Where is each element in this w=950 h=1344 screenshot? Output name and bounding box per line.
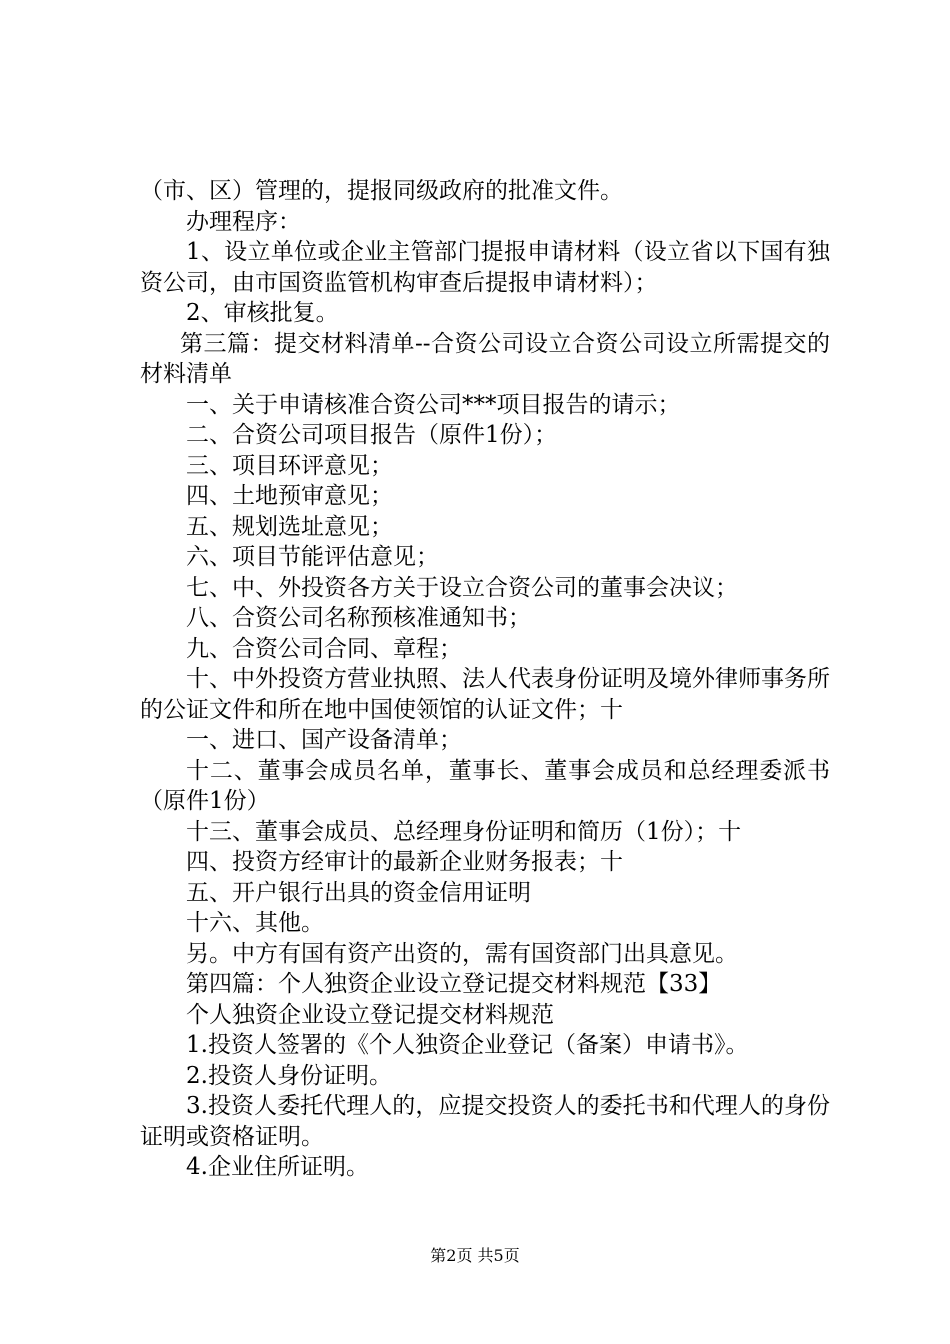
paragraph-line: 个人独资企业设立登记提交材料规范 bbox=[186, 1001, 554, 1028]
list-item: 三、项目环评意见； bbox=[186, 452, 393, 479]
list-item: 1.投资人签署的《个人独资企业登记（备案）申请书》。 bbox=[186, 1032, 749, 1058]
section-heading-third: 第三篇：提交材料清单--合资公司设立合资公司设立所需提交的材料清单 bbox=[140, 330, 830, 387]
list-item: 4.企业住所证明。 bbox=[186, 1154, 369, 1180]
list-item: 一、进口、国产设备清单； bbox=[186, 727, 462, 753]
page-footer bbox=[0, 1246, 950, 1266]
list-item: 十六、其他。 bbox=[186, 910, 324, 936]
list-item: 二、合资公司项目报告（原件1份）； bbox=[186, 422, 558, 448]
section-heading-fourth: 第四篇：个人独资企业设立登记提交材料规范【33】 bbox=[186, 971, 722, 997]
list-item: 六、项目节能评估意见； bbox=[186, 544, 439, 570]
paragraph-line: 2、审核批复。 bbox=[186, 300, 339, 326]
list-item: 七、中、外投资各方关于设立合资公司的董事会决议； bbox=[186, 574, 738, 601]
list-item: 四、投资方经审计的最新企业财务报表；十 bbox=[186, 849, 623, 875]
list-item: 十二、董事会成员名单，董事长、董事会成员和总经理委派书（原件1份） bbox=[140, 757, 830, 814]
list-item: 3.投资人委托代理人的，应提交投资人的委托书和代理人的身份证明或资格证明。 bbox=[140, 1093, 830, 1150]
page-indicator: 第2页 共5页 bbox=[430, 1246, 520, 1265]
list-item: 一、关于申请核准合资公司***项目报告的请示； bbox=[186, 391, 681, 418]
paragraph-line: 1、设立单位或企业主管部门提报申请材料（设立省以下国有独资公司，由市国资监管机构审查后提报申请材料）； bbox=[140, 239, 830, 296]
list-item: 十三、董事会成员、总经理身份证明和简历（1份）；十 bbox=[186, 818, 742, 845]
list-item: 五、开户银行出具的资金信用证明 bbox=[186, 879, 531, 906]
list-item: 八、合资公司名称预核准通知书； bbox=[186, 605, 531, 631]
paragraph-line: （市、区）管理的，提报同级政府的批准文件。 bbox=[140, 178, 623, 204]
list-item: 2.投资人身份证明。 bbox=[186, 1062, 392, 1089]
list-item: 九、合资公司合同、章程； bbox=[186, 635, 462, 662]
list-item: 五、规划选址意见； bbox=[186, 513, 393, 540]
list-item: 四、土地预审意见； bbox=[186, 483, 393, 509]
paragraph-line: 另。中方有国有资产出资的，需有国资部门出具意见。 bbox=[186, 940, 738, 967]
document-body bbox=[140, 176, 830, 1183]
paragraph-line: 办理程序： bbox=[186, 208, 301, 235]
list-item: 十、中外投资方营业执照、法人代表身份证明及境外律师事务所的公证文件和所在地中国使领馆的认证文件；十 bbox=[140, 666, 830, 723]
